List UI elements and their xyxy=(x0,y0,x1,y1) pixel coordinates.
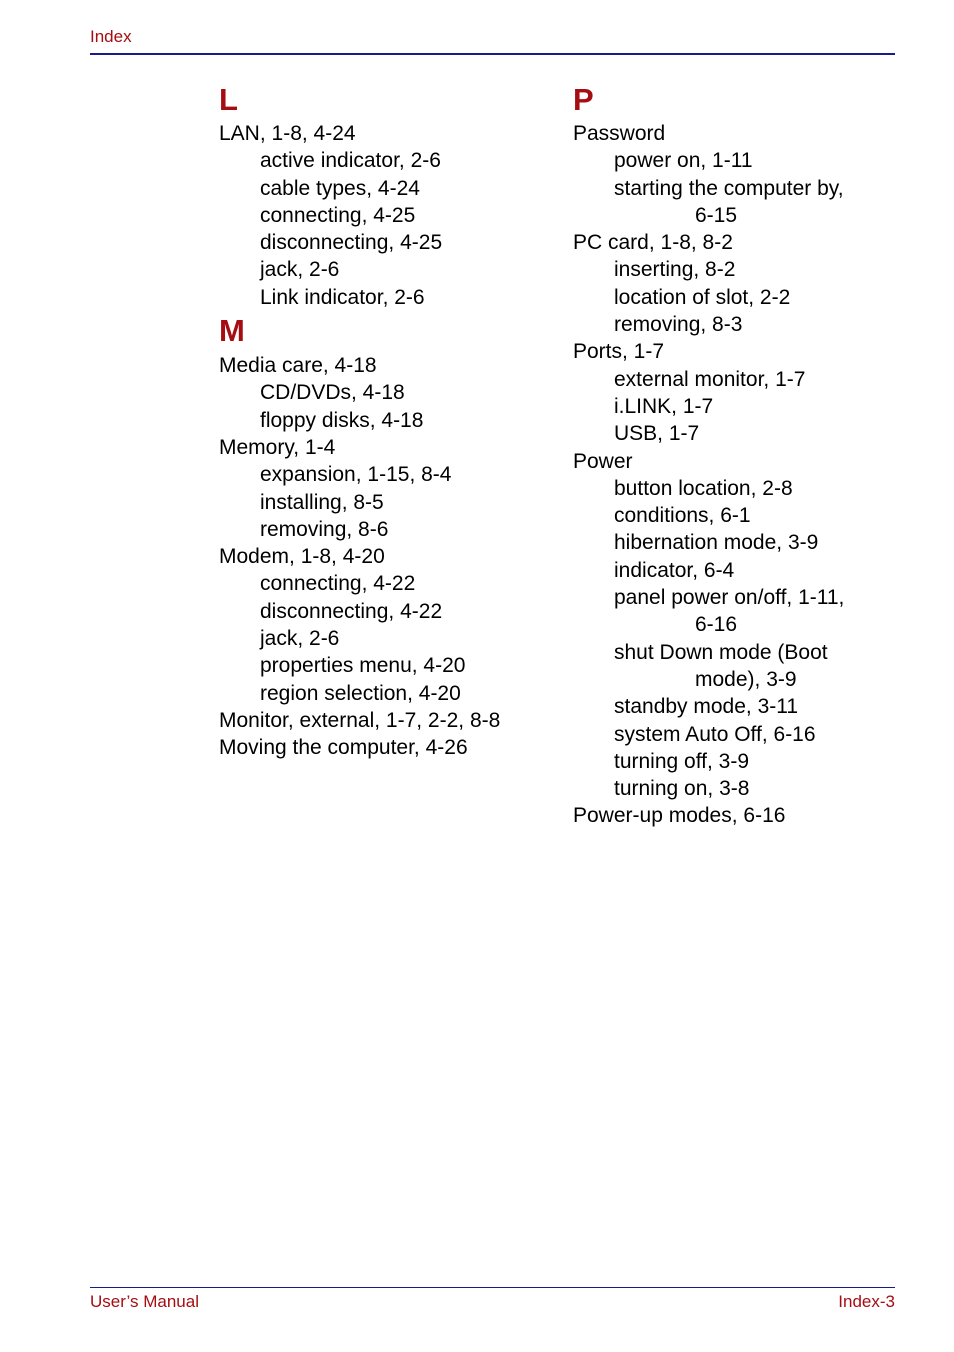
index-subentry: USB, 1-7 xyxy=(614,422,700,446)
index-subentry: power on, 1-11 xyxy=(614,149,753,173)
index-subentry: jack, 2-6 xyxy=(260,258,340,282)
index-subentry: properties menu, 4-20 xyxy=(260,654,466,678)
page-number: Index-3 xyxy=(838,1292,895,1311)
index-subentry: Link indicator, 2-6 xyxy=(260,285,425,309)
index-entry: Power-up modes, 6-16 xyxy=(573,804,786,828)
footer-rule xyxy=(90,1287,895,1288)
index-entry: Media care, 4-18 xyxy=(219,354,377,378)
index-entry: Monitor, external, 1-7, 2-2, 8-8 xyxy=(219,708,501,732)
index-entry: Memory, 1-4 xyxy=(219,435,336,459)
index-subentry: expansion, 1-15, 8-4 xyxy=(260,463,452,487)
index-subentry: turning on, 3-8 xyxy=(614,777,750,801)
index-subentry: shut Down mode (Boot xyxy=(614,640,828,664)
index-subentry: i.LINK, 1-7 xyxy=(614,394,714,418)
index-entry: Password xyxy=(573,122,666,145)
index-subentry: cable types, 4-24 xyxy=(260,176,420,200)
index-subentry: hibernation mode, 3-9 xyxy=(614,531,819,555)
section-letter-p: P xyxy=(573,82,594,117)
index-subentry: active indicator, 2-6 xyxy=(260,149,441,173)
index-subentry: disconnecting, 4-22 xyxy=(260,599,443,623)
index-subentry: disconnecting, 4-25 xyxy=(260,231,443,255)
section-letter-m: M xyxy=(219,313,245,349)
index-entry: Moving the computer, 4-26 xyxy=(219,736,468,760)
index-subentry: standby mode, 3-11 xyxy=(614,695,799,719)
index-subentry: connecting, 4-22 xyxy=(260,572,416,596)
index-subentry: floppy disks, 4-18 xyxy=(260,408,424,432)
index-subentry: turning off, 3-9 xyxy=(614,749,750,773)
index-column-right xyxy=(573,80,903,830)
index-entry: Ports, 1-7 xyxy=(573,340,665,364)
index-entry: PC card, 1-8, 8-2 xyxy=(573,231,733,255)
index-subentry: panel power on/off, 1-11, xyxy=(614,586,845,610)
index-entry: Modem, 1-8, 4-20 xyxy=(219,545,385,569)
header-rule xyxy=(90,53,895,55)
running-footer xyxy=(90,1292,895,1312)
index-subentry: inserting, 8-2 xyxy=(614,258,736,282)
index-subentry: removing, 8-3 xyxy=(614,313,743,337)
index-continuation: 6-16 xyxy=(695,613,738,637)
index-entry: Power xyxy=(573,449,633,473)
index-subentry: region selection, 4-20 xyxy=(260,681,461,705)
section-letter-l: L xyxy=(219,82,238,117)
index-continuation: 6-15 xyxy=(695,203,738,227)
index-subentry: system Auto Off, 6-16 xyxy=(614,722,816,746)
index-subentry: connecting, 4-25 xyxy=(260,203,416,227)
index-entry: LAN, 1-8, 4-24 xyxy=(219,122,356,145)
index-continuation: mode), 3-9 xyxy=(695,667,797,691)
index-subentry: CD/DVDs, 4-18 xyxy=(260,381,405,405)
index-subentry: indicator, 6-4 xyxy=(614,558,735,582)
index-subentry: button location, 2-8 xyxy=(614,476,793,500)
index-subentry: external monitor, 1-7 xyxy=(614,367,806,391)
index-column-left xyxy=(219,80,549,762)
index-subentry: removing, 8-6 xyxy=(260,517,389,541)
running-header: Index xyxy=(90,27,132,46)
footer-manual-title: User’s Manual xyxy=(90,1292,199,1311)
index-subentry: location of slot, 2-2 xyxy=(614,285,791,309)
index-subentry: starting the computer by, xyxy=(614,176,844,200)
index-subentry: installing, 8-5 xyxy=(260,490,384,514)
index-subentry: jack, 2-6 xyxy=(260,627,340,651)
index-subentry: conditions, 6-1 xyxy=(614,504,751,528)
